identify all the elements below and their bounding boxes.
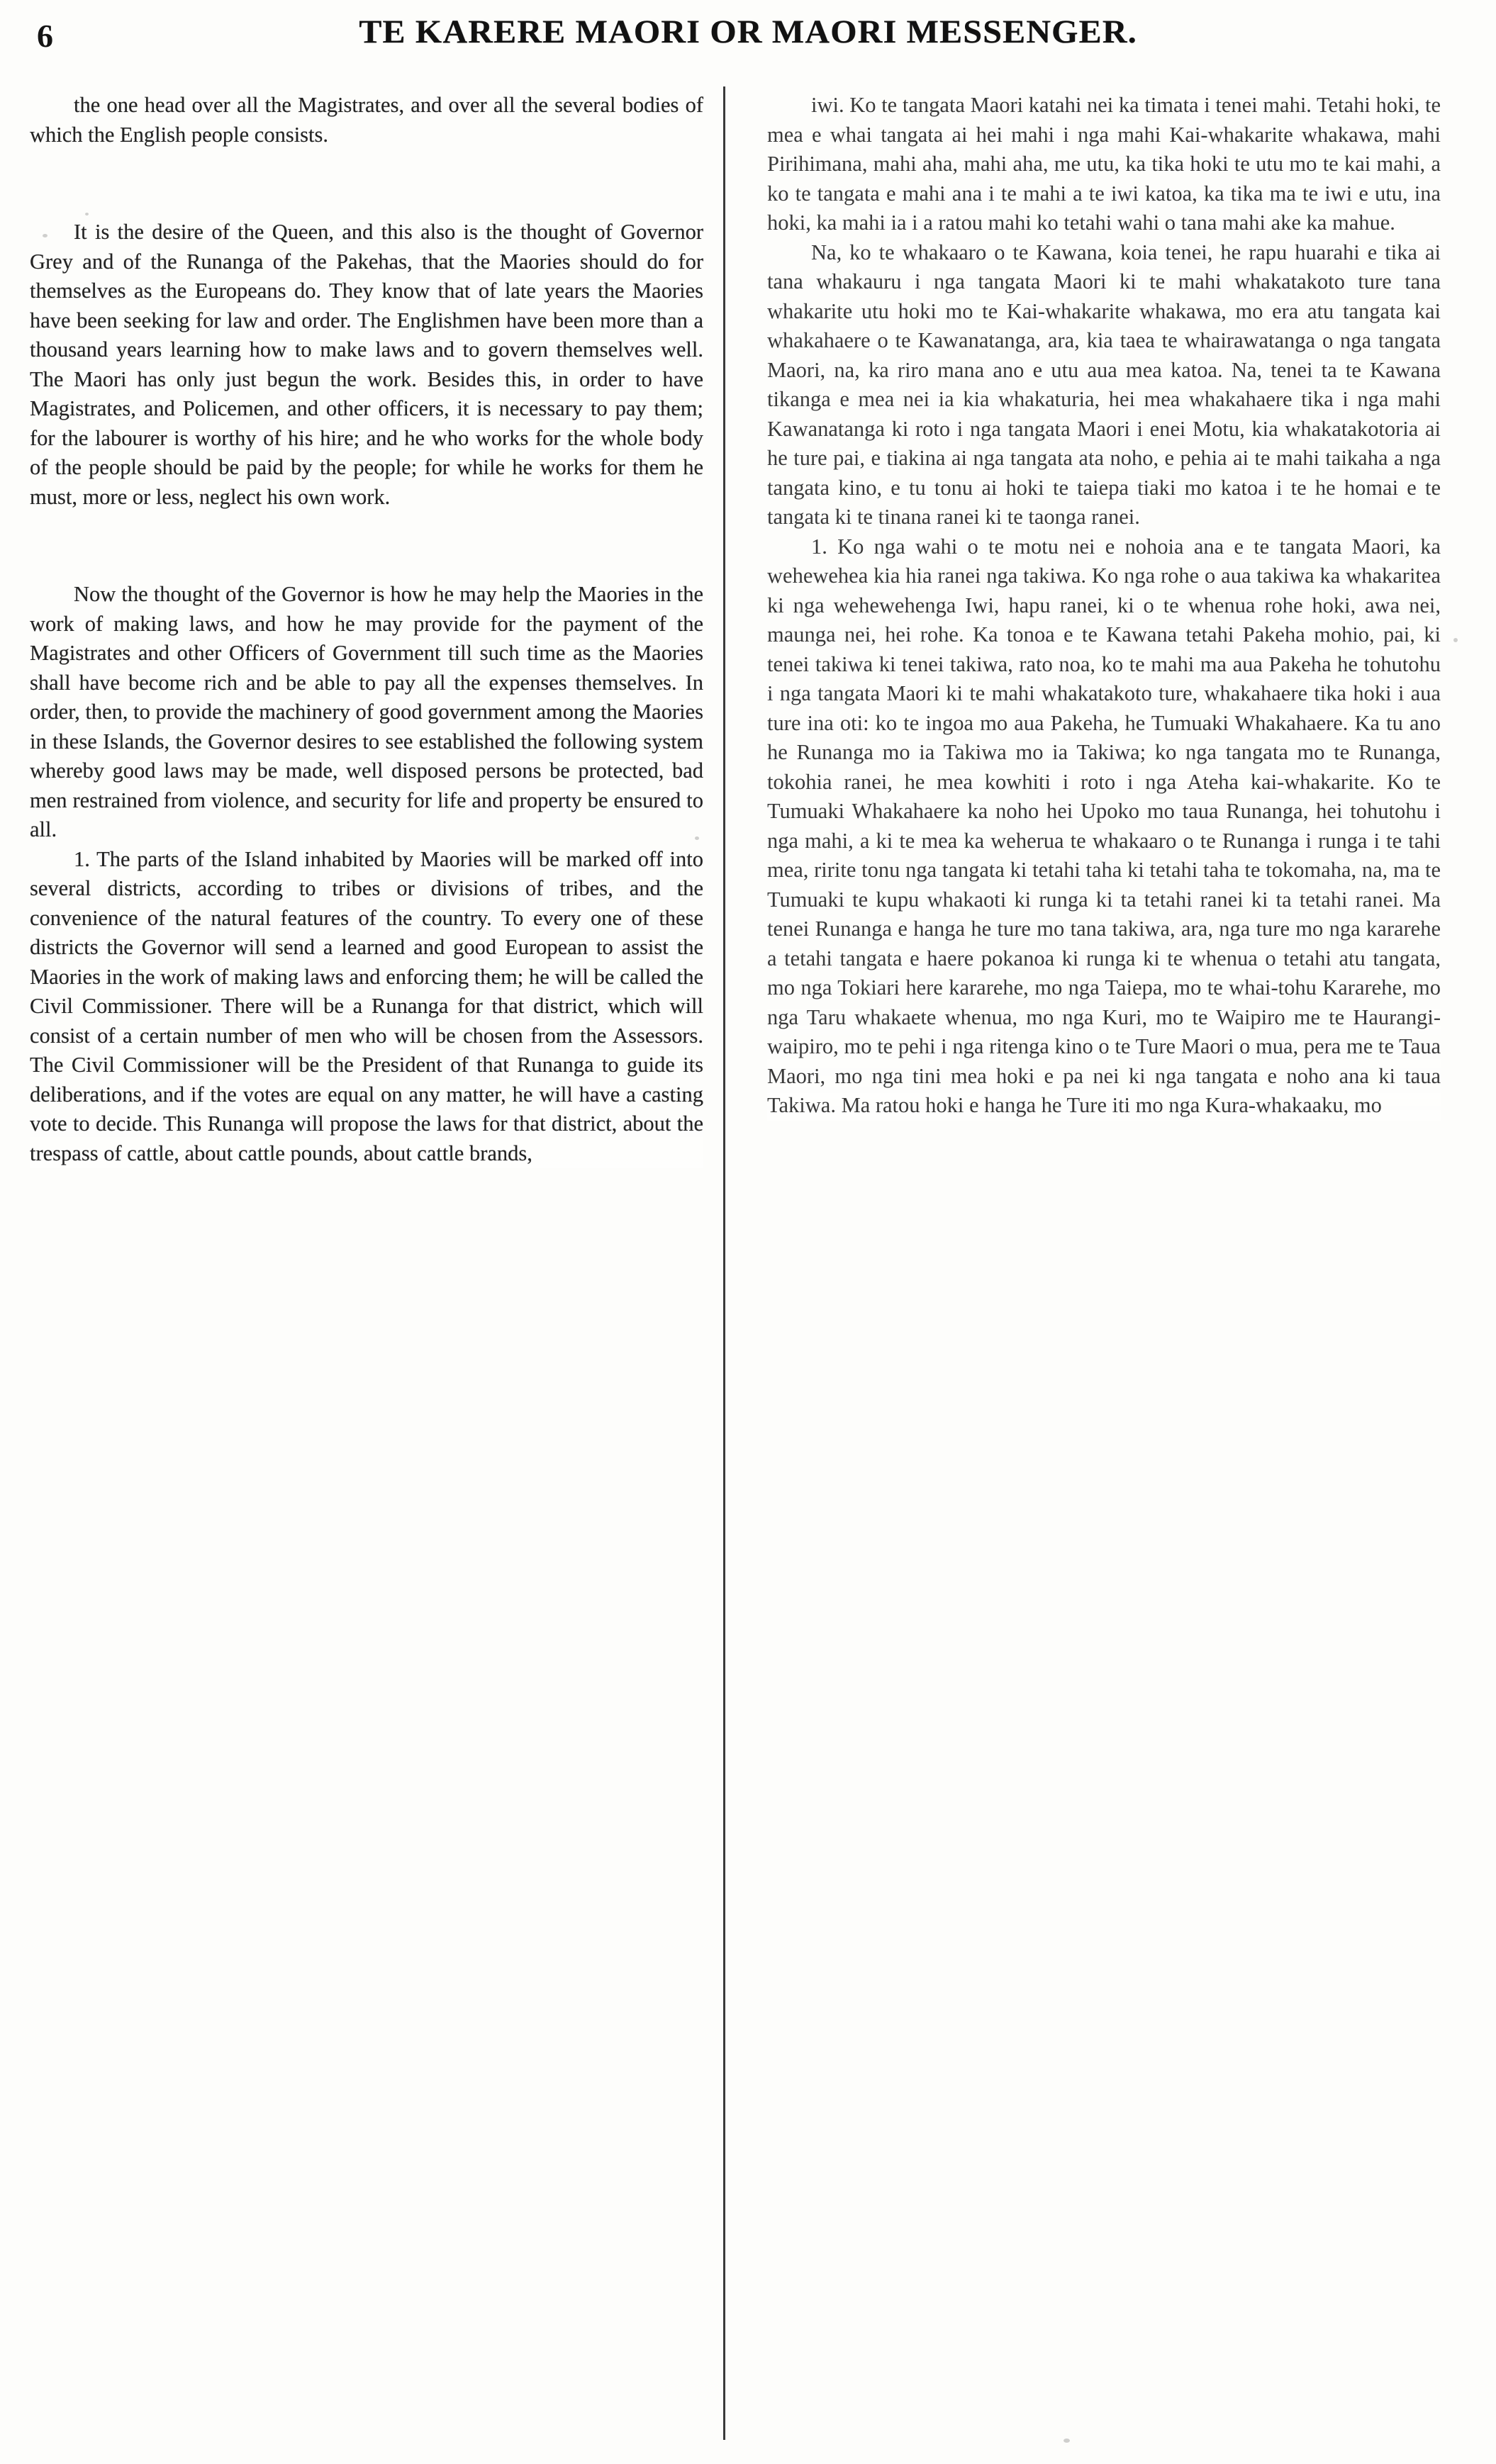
print-speckle (1453, 638, 1458, 642)
print-speckle (85, 213, 89, 215)
paragraph: It is the desire of the Queen, and this also is the thought of Governor Grey and of the Runanga of the Pakehas, that the Maories should do for themselves as the Europeans do. They know that of late years the Maories have been seeking for law and order. The Englishmen have been more than a thousand years learning how to make laws and to govern themselves well. The Maori has only just begun the work. Besides this, in order to have Magistrates, and Policemen, and other officers, it is necessary to pay them; for the labourer is worthy of his hire; and he who works for the whole body of the people should be paid by the people; for while he works for them he must, more or less, neglect his own work. (30, 220, 703, 509)
paragraph: 1. The parts of the Island inhabited by Maories will be marked off into several districts, according to tribes or divisions of tribes, and the convenience of the natural features of the country. To every one of these districts the Governor will send a learned and good European to assist the Maories in the work of making laws and enforcing them; he will be called the Civil Commissioner. There will be a Runanga for that district, which will consist of a certain number of men who will be chosen from the Assessors. The Civil Commissioner will be the President of that Runanga to guide its deliberations, and if the votes are equal on any matter, he will have a casting vote to decide. This Runanga will propose the laws for that district, about the trespass of cattle, about cattle pounds, about cattle brands, (30, 845, 703, 1169)
print-speckle (695, 836, 699, 840)
paragraph-spacer (30, 512, 703, 580)
left-column (30, 91, 703, 1168)
page-number: 6 (37, 18, 54, 54)
paragraph: the one head over all the Magistrates, and over all the several bodies of which the English people consists. (30, 93, 703, 147)
paragraph-spacer (30, 150, 703, 218)
paragraph: Now the thought of the Governor is how he may help the Maories in the work of making laws, and how he may provide for the payment of the Magistrates and other Officers of Government till such time as the Maories shall have become rich and be able to pay all the expenses themselves. In order, then, to provide the machinery of good government among the Maories in these Islands, the Governor desires to see established the following system whereby good laws may be made, well disposed persons be protected, bad men restrained from violence, and security for life and property be ensured to all. (30, 582, 703, 841)
paragraph: 1. Ko nga wahi o te motu nei e nohoia ana e te tangata Maori, ka wehewehea kia hia ranei nga takiwa. Ko nga rohe o aua takiwa ka whakaritea ki nga wehewehenga Iwi, hapu ranei, ki o te whenua rohe hoki, awa nei, maunga nei, hei rohe. Ka tonoa e te Kawana tetahi Pakeha mohio, pai, ki tenei takiwa ki tenei takiwa, rato noa, ko te mahi ma aua Pakeha he tohutohu i nga tangata Maori ki te mahi whakatakoto ture, whakahaere tika hoki i aua ture ina oti: ko te ingoa mo aua Pakeha, he Tumuaki Whakahaere. Ka tu ano he Runanga mo ia Takiwa mo ia Takiwa; ko nga tangata mo te Runanga, tokohia ranei, he mea kowhiti i roto i nga Ateha kai-whakarite. Ko te Tumuaki Whakahaere ka noho hei Upoko mo taua Runanga, hei tohutohu i nga mahi, a ki te mea ka weherua te whakaaro o te Runanga i runga i te tahi mea, ririte tonu nga tangata ki tetahi taha ki tetahi taha te tokomaha, na, ma te Tumuaki te kupu whakaoti ki runga ki ta tetahi ranei ki ta tetahi ranei. Ma tenei Runanga e hanga he ture mo tana takiwa, ara, nga ture mo nga kararehe a tetahi tangata e haere pokanoa ki runga ki te whenua o tetahi atu tangata, mo nga Tokiari here kararehe, mo nga Taiepa, mo te whai-tohu Kararehe, mo nga Taru whakaete whenua, mo nga Kuri, mo te Waipiro me te Haurangi-waipiro, mo te pehi i nga ritenga kino o te Ture Maori o mua, pera me te Taua Maori, mo nga tini mea hoki e pa nei ki nga tangata e noho ana ki taua Takiwa. Ma ratou hoki e hanga he Ture iti mo nga Kura-whakaaku, mo (767, 532, 1441, 1121)
paragraph: Na, ko te whakaaro o te Kawana, koia tenei, he rapu huarahi e tika ai tana whakauru i nga tangata Maori ki te mahi whakatakoto ture tana whakarite utu hoki mo te Kai-whakarite whakawa, mo era atu tangata kai whakahaere o te Kawanatanga, ara, kia taea te whairawatanga o nga tangata Maori, na, ka riro mana ano e utu aua mea katoa. Na, tenei ta te Kawana tikanga e mea nei ia kia whakaturia, hei mea whakahaere tika i nga mahi Kawanatanga ki roto i nga tangata Maori i enei Motu, kia whakatakotoria ai he ture pai, e tiakina ai nga tangata ata noho, e pehia ai te mahi taikaha a nga tangata kino, e tu tonu ai hoki te taiepa tiaki mo katoa i te he homai e te tangata ki te tinana ranei ki te taonga ranei. (767, 240, 1441, 529)
paragraph: iwi. Ko te tangata Maori katahi nei ka timata i tenei mahi. Tetahi hoki, te mea e whai tangata ai hei mahi i nga mahi Kai-whakarite whakawa, mahi Pirihimana, mahi aha, mahi aha, me utu, ka tika hoki te utu mo te kai mahi, a ko te tangata e mahi ana i te mahi a te iwi katoa, ka tika ma te iwi e utu, ina hoki, ka mahi ia i a ratou mahi ko tetahi wahi o tana mahi ake ka mahue. (767, 93, 1441, 235)
print-speckle (1064, 2438, 1070, 2443)
right-column (767, 91, 1441, 1121)
masthead-title: TE KARERE MAORI OR MAORI MESSENGER. (359, 13, 1137, 50)
print-speckle (43, 234, 48, 237)
page-header (0, 13, 1496, 69)
column-divider (723, 86, 725, 2440)
